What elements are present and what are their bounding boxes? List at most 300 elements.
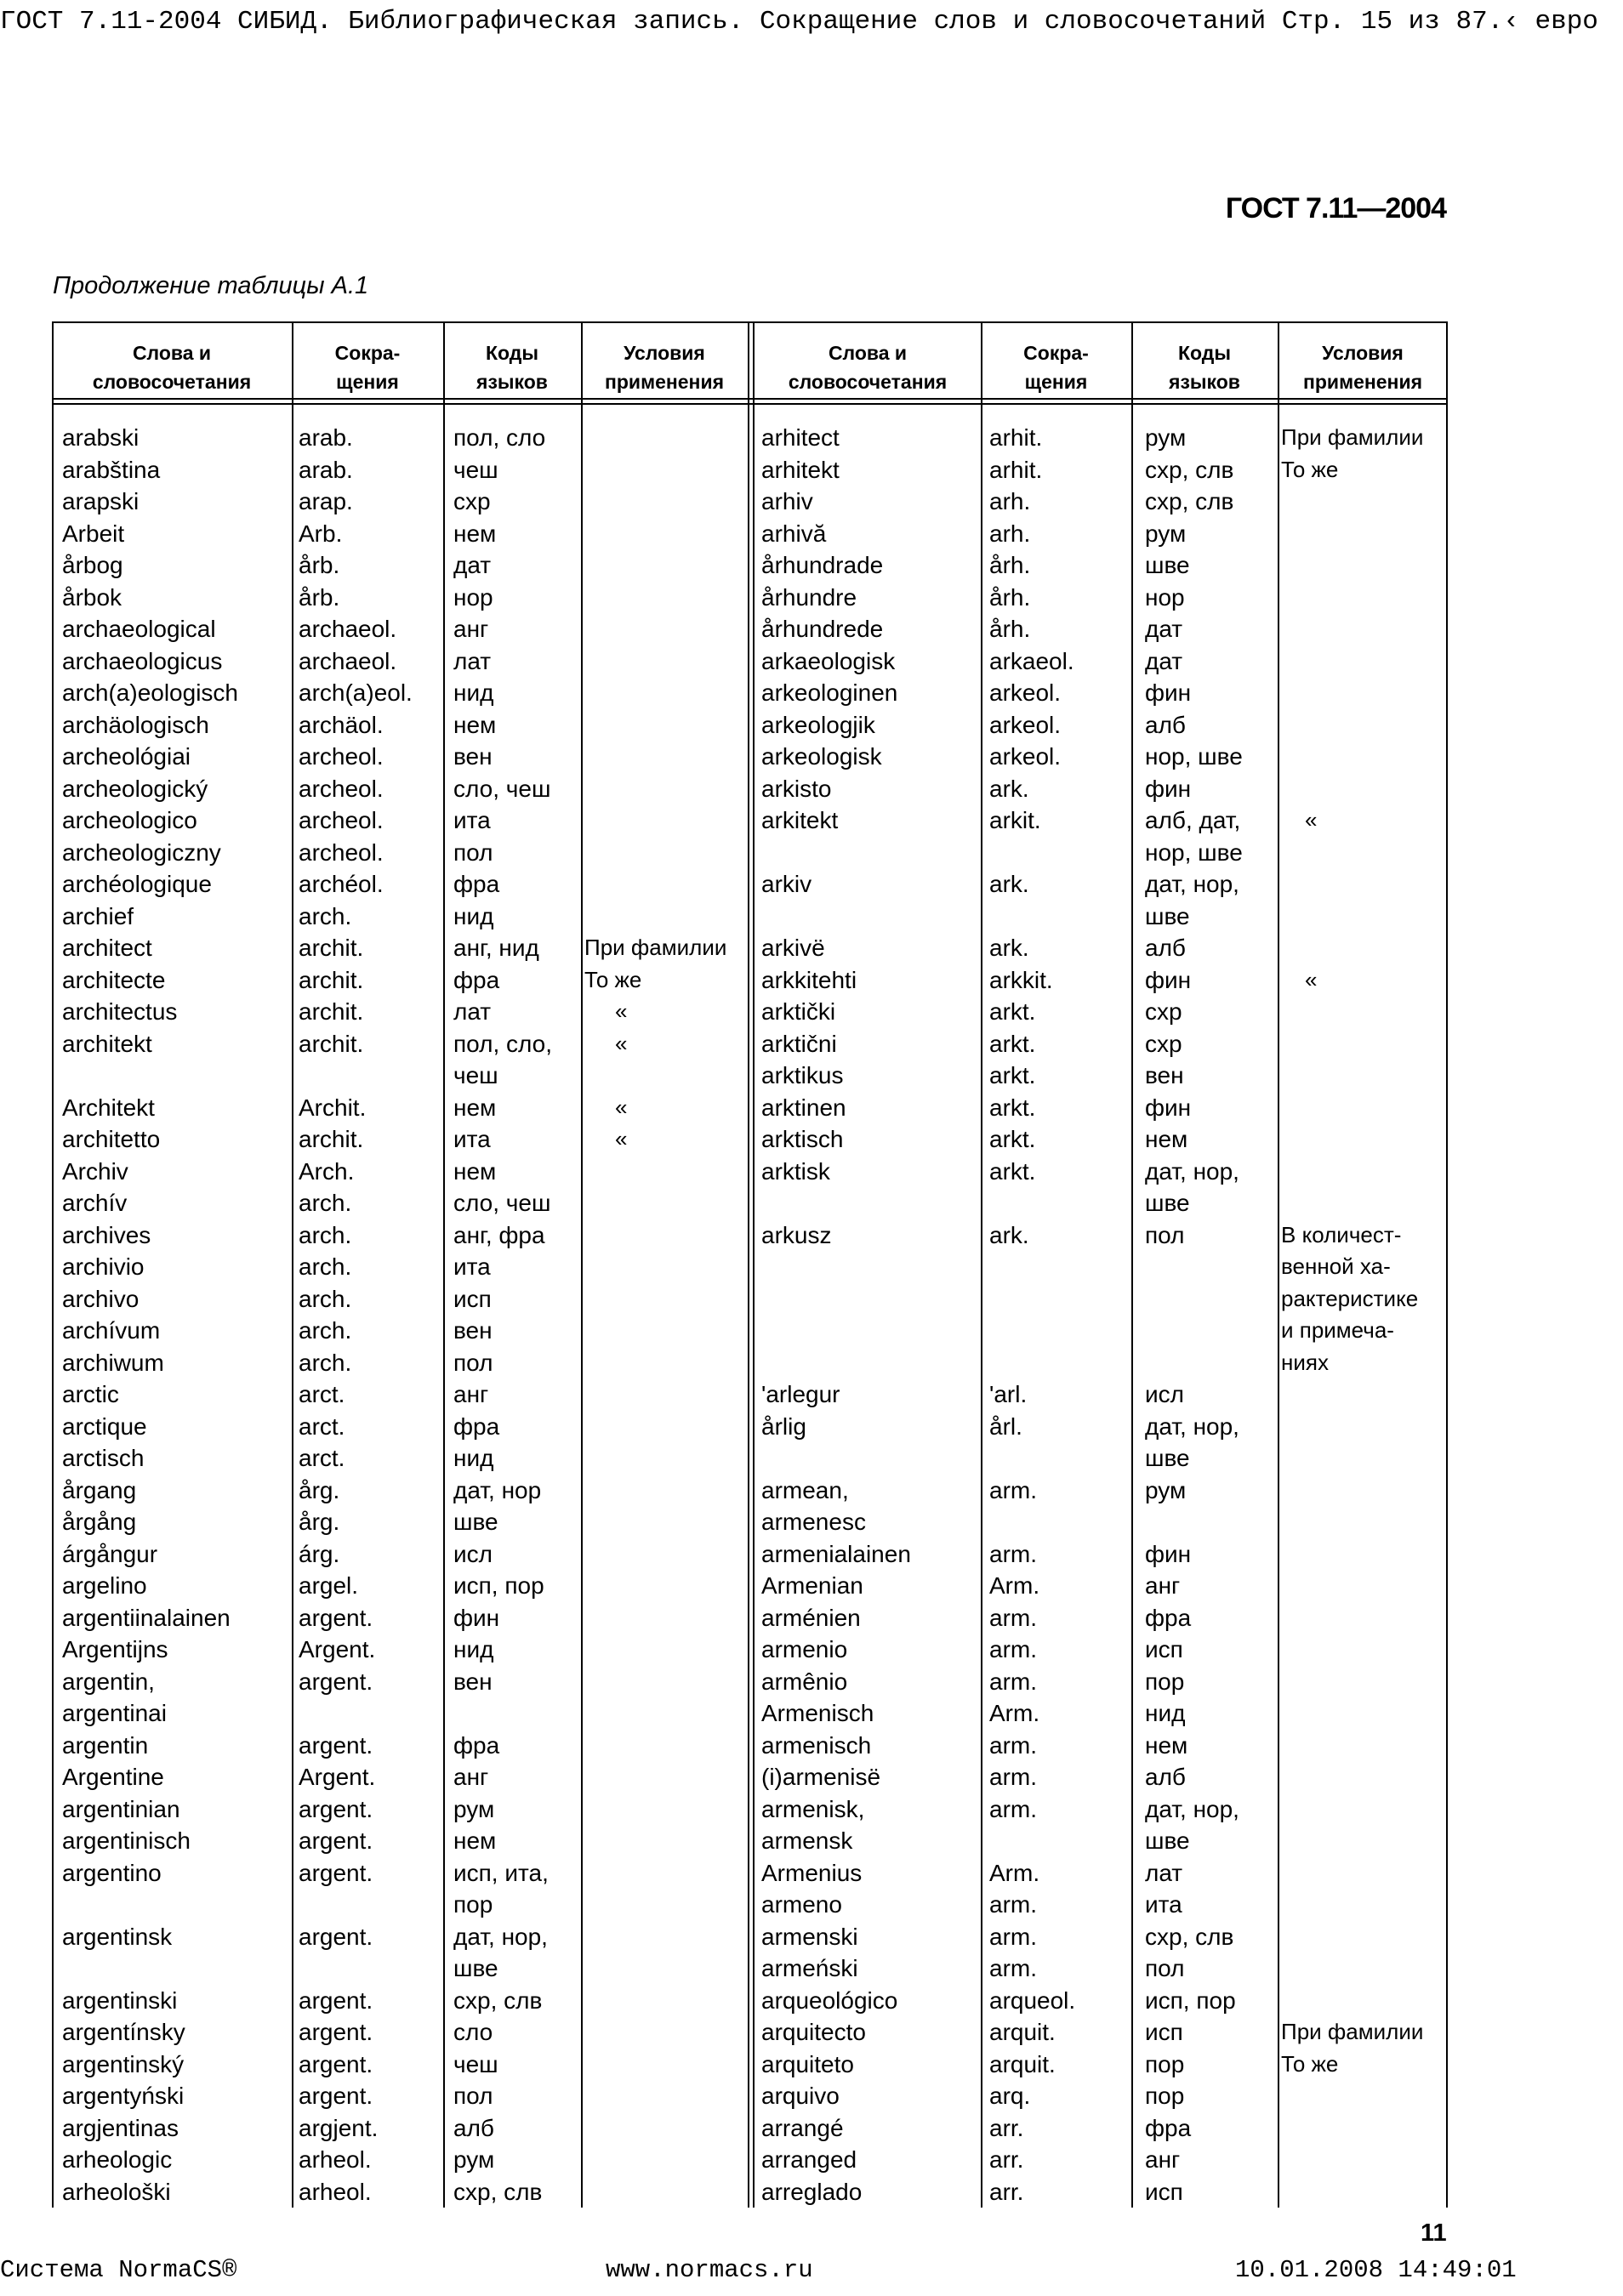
table-cell: нем: [453, 520, 497, 547]
table-cell: arctique: [62, 1412, 147, 1440]
table-cell: «: [615, 1126, 628, 1151]
table-cell: archiwum: [62, 1349, 164, 1376]
table-cell: armênio: [761, 1668, 848, 1695]
page-number: 11: [1421, 2219, 1447, 2247]
table-header-cell: Сокра- щения: [334, 342, 401, 393]
table-cell: «: [1305, 807, 1318, 833]
table-cell: исл: [1145, 1381, 1184, 1407]
table-cell: arabština: [62, 456, 161, 483]
table-cell: arquivo: [761, 2083, 840, 2109]
table-cell: дат, нор,: [1145, 871, 1239, 897]
table-cell: анг: [1145, 2146, 1181, 2173]
table-cell: лат: [1145, 1859, 1183, 1886]
table-cell: arq.: [989, 2083, 1031, 2109]
table-cell: arm.: [989, 1955, 1037, 1981]
table-column-rule: [748, 321, 749, 2208]
table-cell: årgang: [62, 1476, 137, 1503]
table-column-rule: [981, 321, 982, 2208]
table-cell: arm.: [989, 1795, 1037, 1822]
table-cell: arkiv: [761, 871, 812, 897]
table-cell: исп, пор: [1145, 1986, 1236, 2014]
table-cell: argentino: [62, 1859, 162, 1886]
table-cell: armenski: [761, 1923, 858, 1950]
table-cell: пол: [1145, 1955, 1185, 1981]
table-cell: пол: [453, 1349, 493, 1376]
standard-title: ГОСТ 7.11—2004: [1225, 192, 1446, 224]
table-cell: дат, нор,: [1145, 1157, 1239, 1185]
table-cell: arch.: [299, 1253, 352, 1280]
table-cell: arquit.: [989, 2050, 1056, 2077]
table-cell: шве: [1145, 1190, 1190, 1216]
table-cell: arheološki: [62, 2178, 171, 2205]
table-cell: arktinen: [761, 1094, 846, 1121]
table-cell: archeol.: [299, 775, 384, 802]
table-cell: и примеча-: [1281, 1317, 1394, 1343]
table-cell: нид: [453, 1636, 494, 1662]
table-cell: argentiinalainen: [62, 1604, 231, 1631]
table-cell: armeński: [761, 1955, 858, 1981]
table-cell: arhitect: [761, 424, 840, 451]
table-cell: «: [615, 998, 628, 1024]
table-cell: шве: [453, 1509, 498, 1535]
table-cell: фин: [1145, 775, 1192, 802]
table-cell: ниях: [1281, 1349, 1329, 1375]
table-cell: шве: [1145, 1827, 1190, 1854]
table-cell: arch.: [299, 902, 352, 929]
table-cell: 'arlegur: [761, 1381, 840, 1407]
table-cell: argent.: [299, 1923, 373, 1950]
table-cell: arm.: [989, 1540, 1037, 1567]
table-cell: При фамилии: [1281, 424, 1424, 450]
table-cell: исп: [1145, 2178, 1183, 2205]
table-cell: arktikus: [761, 1062, 844, 1088]
table-header-cell: Коды языков: [1169, 342, 1240, 393]
table-cell: arr.: [989, 2146, 1024, 2173]
table-cell: Arm.: [989, 1700, 1040, 1726]
table-cell: сло, чеш: [453, 1190, 551, 1216]
table-cell: фин: [1145, 1094, 1192, 1121]
table-cell: пол: [453, 2083, 493, 2109]
table-header-cell: Условия применения: [604, 342, 725, 393]
table-cell: argent.: [299, 1859, 373, 1886]
table-cell: arapski: [62, 488, 140, 514]
table-cell: ита: [1145, 1891, 1182, 1918]
table-cell: archeol.: [299, 743, 384, 770]
table-cell: årh.: [989, 616, 1031, 642]
table-cell: рум: [1145, 1476, 1187, 1503]
table-cell: arap.: [299, 488, 353, 514]
table-cell: archeol.: [299, 807, 384, 833]
table-cell: нем: [1145, 1126, 1188, 1152]
table-cell: фра: [1145, 2114, 1192, 2141]
footer-system-name: Система NormaCS®: [0, 2256, 237, 2284]
table-cell: arkeol.: [989, 711, 1062, 738]
table-cell: argelino: [62, 1572, 147, 1599]
table-column-rule: [52, 321, 54, 2208]
table-cell: вен: [1145, 1062, 1184, 1088]
table-column-rule: [1446, 321, 1448, 2208]
page-footer: [0, 2253, 1623, 2287]
table-divider-rule: [753, 321, 755, 2208]
table-cell: нор, шве: [1145, 743, 1243, 770]
table-cell: archaeol.: [299, 616, 397, 642]
table-cell: анг: [453, 1764, 489, 1790]
table-cell: archívum: [62, 1317, 161, 1344]
table-cell: «: [1305, 966, 1318, 992]
table-cell: схр, слв: [1145, 1923, 1234, 1950]
table-cell: argent.: [299, 1986, 373, 2014]
table-cell: arkeologisk: [761, 743, 882, 770]
table-cell: пол: [453, 838, 493, 866]
table-cell: argentinsk: [62, 1923, 173, 1950]
table-cell: алб: [1145, 935, 1186, 961]
table-cell: лат: [453, 998, 492, 1025]
table-cell: archeológiai: [62, 743, 191, 770]
table-cell: нем: [453, 1094, 497, 1121]
table-cell: årg.: [299, 1509, 340, 1535]
table-cell: вен: [453, 743, 493, 770]
table-cell: arkt.: [989, 1062, 1036, 1088]
table-cell: archief: [62, 902, 134, 929]
table-cell: arménien: [761, 1604, 861, 1631]
table-cell: исл: [453, 1540, 493, 1567]
table-cell: archeologický: [62, 775, 208, 802]
table-cell: анг: [453, 1381, 489, 1407]
table-cell: armeno: [761, 1891, 842, 1918]
table-cell: анг: [1145, 1572, 1181, 1599]
table-cell: arm.: [989, 1476, 1037, 1503]
table-cell: arhivă: [761, 520, 827, 547]
table-cell: фин: [1145, 966, 1192, 993]
table-cell: archit.: [299, 1126, 364, 1152]
table-cell: årb.: [299, 583, 340, 611]
table-cell: При фамилии: [1281, 2019, 1424, 2044]
table-column-rule: [1278, 321, 1279, 2208]
table-cell: ита: [453, 1253, 491, 1280]
table-cell: arm.: [989, 1668, 1037, 1695]
table-cell: archivo: [62, 1285, 140, 1312]
table-cell: нид: [453, 679, 494, 706]
table-cell: argent.: [299, 2083, 373, 2109]
table-cell: шве: [453, 1955, 498, 1981]
table-cell: årgång: [62, 1509, 137, 1535]
table-cell: arreglado: [761, 2178, 863, 2205]
table-cell: Argent.: [299, 1636, 376, 1662]
table-cell: arkkitehti: [761, 966, 857, 993]
table-cell: дат: [1145, 647, 1183, 674]
table-cell: argentínsky: [62, 2019, 185, 2045]
table-cell: argentinski: [62, 1986, 178, 2014]
table-cell: archív: [62, 1190, 128, 1216]
table-cell: århundre: [761, 583, 857, 611]
table-cell: archäologisch: [62, 711, 209, 738]
table-cell: схр: [1145, 1030, 1182, 1057]
table-cell: лат: [453, 647, 492, 674]
table-cell: ark.: [989, 1221, 1029, 1248]
table-cell: archivio: [62, 1253, 145, 1280]
table-cell: archit.: [299, 935, 364, 961]
table-cell: Architekt: [62, 1094, 155, 1121]
table-caption: Продолжение таблицы А.1: [53, 272, 369, 299]
table-cell: пор: [1145, 1668, 1185, 1695]
table-cell: алб: [1145, 711, 1186, 738]
table-cell: argent.: [299, 1731, 373, 1759]
table-cell: arquit.: [989, 2019, 1056, 2045]
table-cell: Armenisch: [761, 1700, 874, 1726]
table-cell: фра: [453, 966, 500, 993]
table-cell: arr.: [989, 2178, 1024, 2205]
table-cell: arctic: [62, 1381, 119, 1407]
table-cell: argent.: [299, 2019, 373, 2045]
table-cell: чеш: [453, 456, 498, 483]
table-cell: årg.: [299, 1476, 340, 1503]
table-cell: вен: [453, 1317, 493, 1344]
table-cell: arm.: [989, 1604, 1037, 1631]
table-cell: дат, нор: [453, 1476, 542, 1503]
table-cell: нор, шве: [1145, 838, 1243, 866]
table-cell: argentinai: [62, 1700, 167, 1726]
table-cell: arkitekt: [761, 807, 839, 833]
table-row-rule: [52, 321, 1448, 323]
table-cell: дат, нор,: [453, 1923, 548, 1950]
table-cell: arkt.: [989, 1126, 1036, 1152]
table-cell: arm.: [989, 1764, 1037, 1790]
table-cell: årh.: [989, 583, 1031, 611]
table-cell: Archiv: [62, 1157, 128, 1185]
table-cell: ark.: [989, 775, 1029, 802]
table-header-cell: Коды языков: [476, 342, 548, 393]
table-cell: architetto: [62, 1126, 161, 1152]
page-header: [0, 5, 1623, 39]
table-cell: нем: [1145, 1731, 1188, 1759]
table-cell: arranged: [761, 2146, 857, 2173]
table-cell: arkeol.: [989, 743, 1062, 770]
table-cell: arkt.: [989, 1157, 1036, 1185]
table-row-rule: [52, 398, 1448, 400]
table-cell: 'arl.: [989, 1381, 1028, 1407]
table-cell: arheol.: [299, 2146, 372, 2173]
table-cell: armenesc: [761, 1509, 866, 1535]
table-cell: Arb.: [299, 520, 343, 547]
table-cell: шве: [1145, 1445, 1190, 1471]
table-cell: Argent.: [299, 1764, 376, 1790]
table-cell: дат, нор,: [1145, 1412, 1239, 1440]
table-cell: archives: [62, 1221, 151, 1248]
table-cell: анг, нид: [453, 935, 539, 961]
table-cell: arch(a)eol.: [299, 679, 413, 706]
table-cell: arh.: [989, 488, 1031, 514]
table-cell: исп: [453, 1285, 492, 1312]
table-cell: arktisch: [761, 1126, 844, 1152]
table-cell: årlig: [761, 1412, 806, 1440]
table-cell: чеш: [453, 1062, 498, 1088]
table-cell: archéologique: [62, 871, 212, 897]
table-cell: arhiv: [761, 488, 813, 514]
table-cell: argent.: [299, 1795, 373, 1822]
table-cell: arkeologinen: [761, 679, 898, 706]
table-cell: arch.: [299, 1349, 352, 1376]
table-cell: argent.: [299, 1668, 373, 1695]
table-cell: рум: [1145, 424, 1187, 451]
table-cell: сло: [453, 2019, 493, 2045]
table-cell: исп: [1145, 1636, 1183, 1662]
table-cell: armenialainen: [761, 1540, 911, 1567]
table-cell: ark.: [989, 935, 1029, 961]
table-cell: arktički: [761, 998, 836, 1025]
table-cell: árgångur: [62, 1540, 158, 1567]
table-cell: archéol.: [299, 871, 384, 897]
table-cell: archaeol.: [299, 647, 397, 674]
table-cell: «: [615, 1030, 628, 1056]
table-cell: archit.: [299, 998, 364, 1025]
table-cell: анг, фра: [453, 1221, 545, 1248]
table-cell: årbog: [62, 552, 123, 578]
table-cell: arm.: [989, 1891, 1037, 1918]
table-cell: алб: [1145, 1764, 1186, 1790]
table-cell: В количест-: [1281, 1221, 1402, 1247]
table-cell: architecte: [62, 966, 166, 993]
table-cell: фин: [1145, 679, 1192, 706]
table-cell: фра: [1145, 1604, 1192, 1631]
table-cell: При фамилии: [584, 935, 727, 960]
table-cell: (i)armenisë: [761, 1764, 881, 1790]
table-cell: исп: [1145, 2019, 1183, 2045]
table-cell: argentinský: [62, 2050, 185, 2077]
table-cell: arhit.: [989, 424, 1043, 451]
table-cell: arkaeologisk: [761, 647, 896, 674]
table-cell: armenio: [761, 1636, 848, 1662]
table-cell: argjentinas: [62, 2114, 179, 2141]
table-cell: argentyński: [62, 2083, 185, 2109]
footer-website: www.normacs.ru: [606, 2256, 813, 2284]
table-cell: нид: [1145, 1700, 1186, 1726]
table-cell: arkt.: [989, 998, 1036, 1025]
table-cell: Arm.: [989, 1859, 1040, 1886]
table-row-rule: [52, 403, 1448, 405]
table-cell: arch.: [299, 1317, 352, 1344]
table-cell: årl.: [989, 1412, 1022, 1440]
table-cell: årbok: [62, 583, 122, 611]
table-cell: пол, сло: [453, 424, 546, 451]
table-header-cell: Слова и словосочетания: [92, 342, 252, 393]
table-cell: анг: [453, 616, 489, 642]
table-cell: ита: [453, 807, 491, 833]
table-cell: То же: [584, 966, 642, 992]
table-cell: arqueológico: [761, 1986, 898, 2014]
table-column-rule: [292, 321, 293, 2208]
table-cell: arctisch: [62, 1445, 145, 1471]
table-cell: arktisk: [761, 1157, 830, 1185]
table-cell: arm.: [989, 1731, 1037, 1759]
table-cell: argel.: [299, 1572, 359, 1599]
table-cell: Argentijns: [62, 1636, 168, 1662]
table-cell: arab.: [299, 424, 353, 451]
footer-timestamp: 10.01.2008 14:49:01: [1235, 2256, 1517, 2284]
table-header-cell: Сокра- щения: [1023, 342, 1089, 393]
table-cell: arhitekt: [761, 456, 840, 483]
table-cell: нем: [453, 1827, 497, 1854]
table-cell: arhit.: [989, 456, 1043, 483]
table-cell: arheologic: [62, 2146, 173, 2173]
table-cell: arkisto: [761, 775, 832, 802]
table-cell: венной ха-: [1281, 1253, 1391, 1279]
table-cell: пор: [1145, 2083, 1185, 2109]
table-cell: armenisk,: [761, 1795, 865, 1822]
table-cell: archaeological: [62, 616, 216, 642]
table-cell: Armenian: [761, 1572, 863, 1599]
table-cell: пол, сло,: [453, 1030, 553, 1057]
table-cell: нид: [453, 902, 494, 929]
table-cell: arkaeol.: [989, 647, 1074, 674]
table-cell: вен: [453, 1668, 493, 1695]
table-cell: «: [615, 1094, 628, 1120]
table-cell: исп, пор: [453, 1572, 544, 1599]
table-cell: схр, слв: [453, 1986, 543, 2014]
table-cell: Armenius: [761, 1859, 863, 1886]
table-cell: нор: [1145, 583, 1185, 611]
table-cell: arheol.: [299, 2178, 372, 2205]
table-cell: arch(a)eologisch: [62, 679, 238, 706]
table-cell: алб, дат,: [1145, 807, 1241, 833]
table-cell: дат: [1145, 616, 1183, 642]
table-column-rule: [581, 321, 583, 2208]
table-cell: фра: [453, 1731, 500, 1759]
table-cell: дат: [453, 552, 492, 578]
table-cell: пор: [453, 1891, 493, 1918]
table-cell: arh.: [989, 520, 1031, 547]
table-cell: схр: [453, 488, 491, 514]
table-cell: сло, чеш: [453, 775, 551, 802]
table-cell: arr.: [989, 2114, 1024, 2141]
table-cell: argentinisch: [62, 1827, 191, 1854]
table-cell: architectus: [62, 998, 178, 1025]
table-cell: То же: [1281, 456, 1339, 482]
table-cell: рактеристике: [1281, 1285, 1419, 1311]
table-cell: archäol.: [299, 711, 384, 738]
table-cell: arch.: [299, 1190, 352, 1216]
table-header-cell: Условия применения: [1302, 342, 1423, 393]
table-cell: нем: [453, 711, 497, 738]
table-cell: arkeol.: [989, 679, 1062, 706]
table-cell: argentin: [62, 1731, 149, 1759]
table-cell: arm.: [989, 1923, 1037, 1950]
table-cell: arkit.: [989, 807, 1041, 833]
table-cell: architekt: [62, 1030, 152, 1057]
table-cell: рум: [1145, 520, 1187, 547]
table-cell: arkusz: [761, 1221, 832, 1248]
table-cell: фра: [453, 871, 500, 897]
table-column-rule: [443, 321, 445, 2208]
table-cell: archeologiczny: [62, 838, 221, 866]
table-cell: archeol.: [299, 838, 384, 866]
table-cell: argent.: [299, 2050, 373, 2077]
table-cell: нид: [453, 1445, 494, 1471]
table-cell: схр: [1145, 998, 1182, 1025]
table-cell: archit.: [299, 1030, 364, 1057]
table-cell: arktični: [761, 1030, 837, 1057]
table-header-cell: Слова и словосочетания: [788, 342, 948, 393]
table-cell: argent.: [299, 1604, 373, 1631]
table-cell: рум: [453, 2146, 495, 2173]
table-cell: årh.: [989, 552, 1031, 578]
table-cell: рум: [453, 1795, 495, 1822]
table-cell: Arbeit: [62, 520, 125, 547]
table-cell: схр, слв: [1145, 456, 1234, 483]
table-cell: århundrede: [761, 616, 884, 642]
table-cell: arkeologjik: [761, 711, 875, 738]
table-cell: алб: [453, 2114, 494, 2141]
table-cell: arct.: [299, 1381, 345, 1407]
